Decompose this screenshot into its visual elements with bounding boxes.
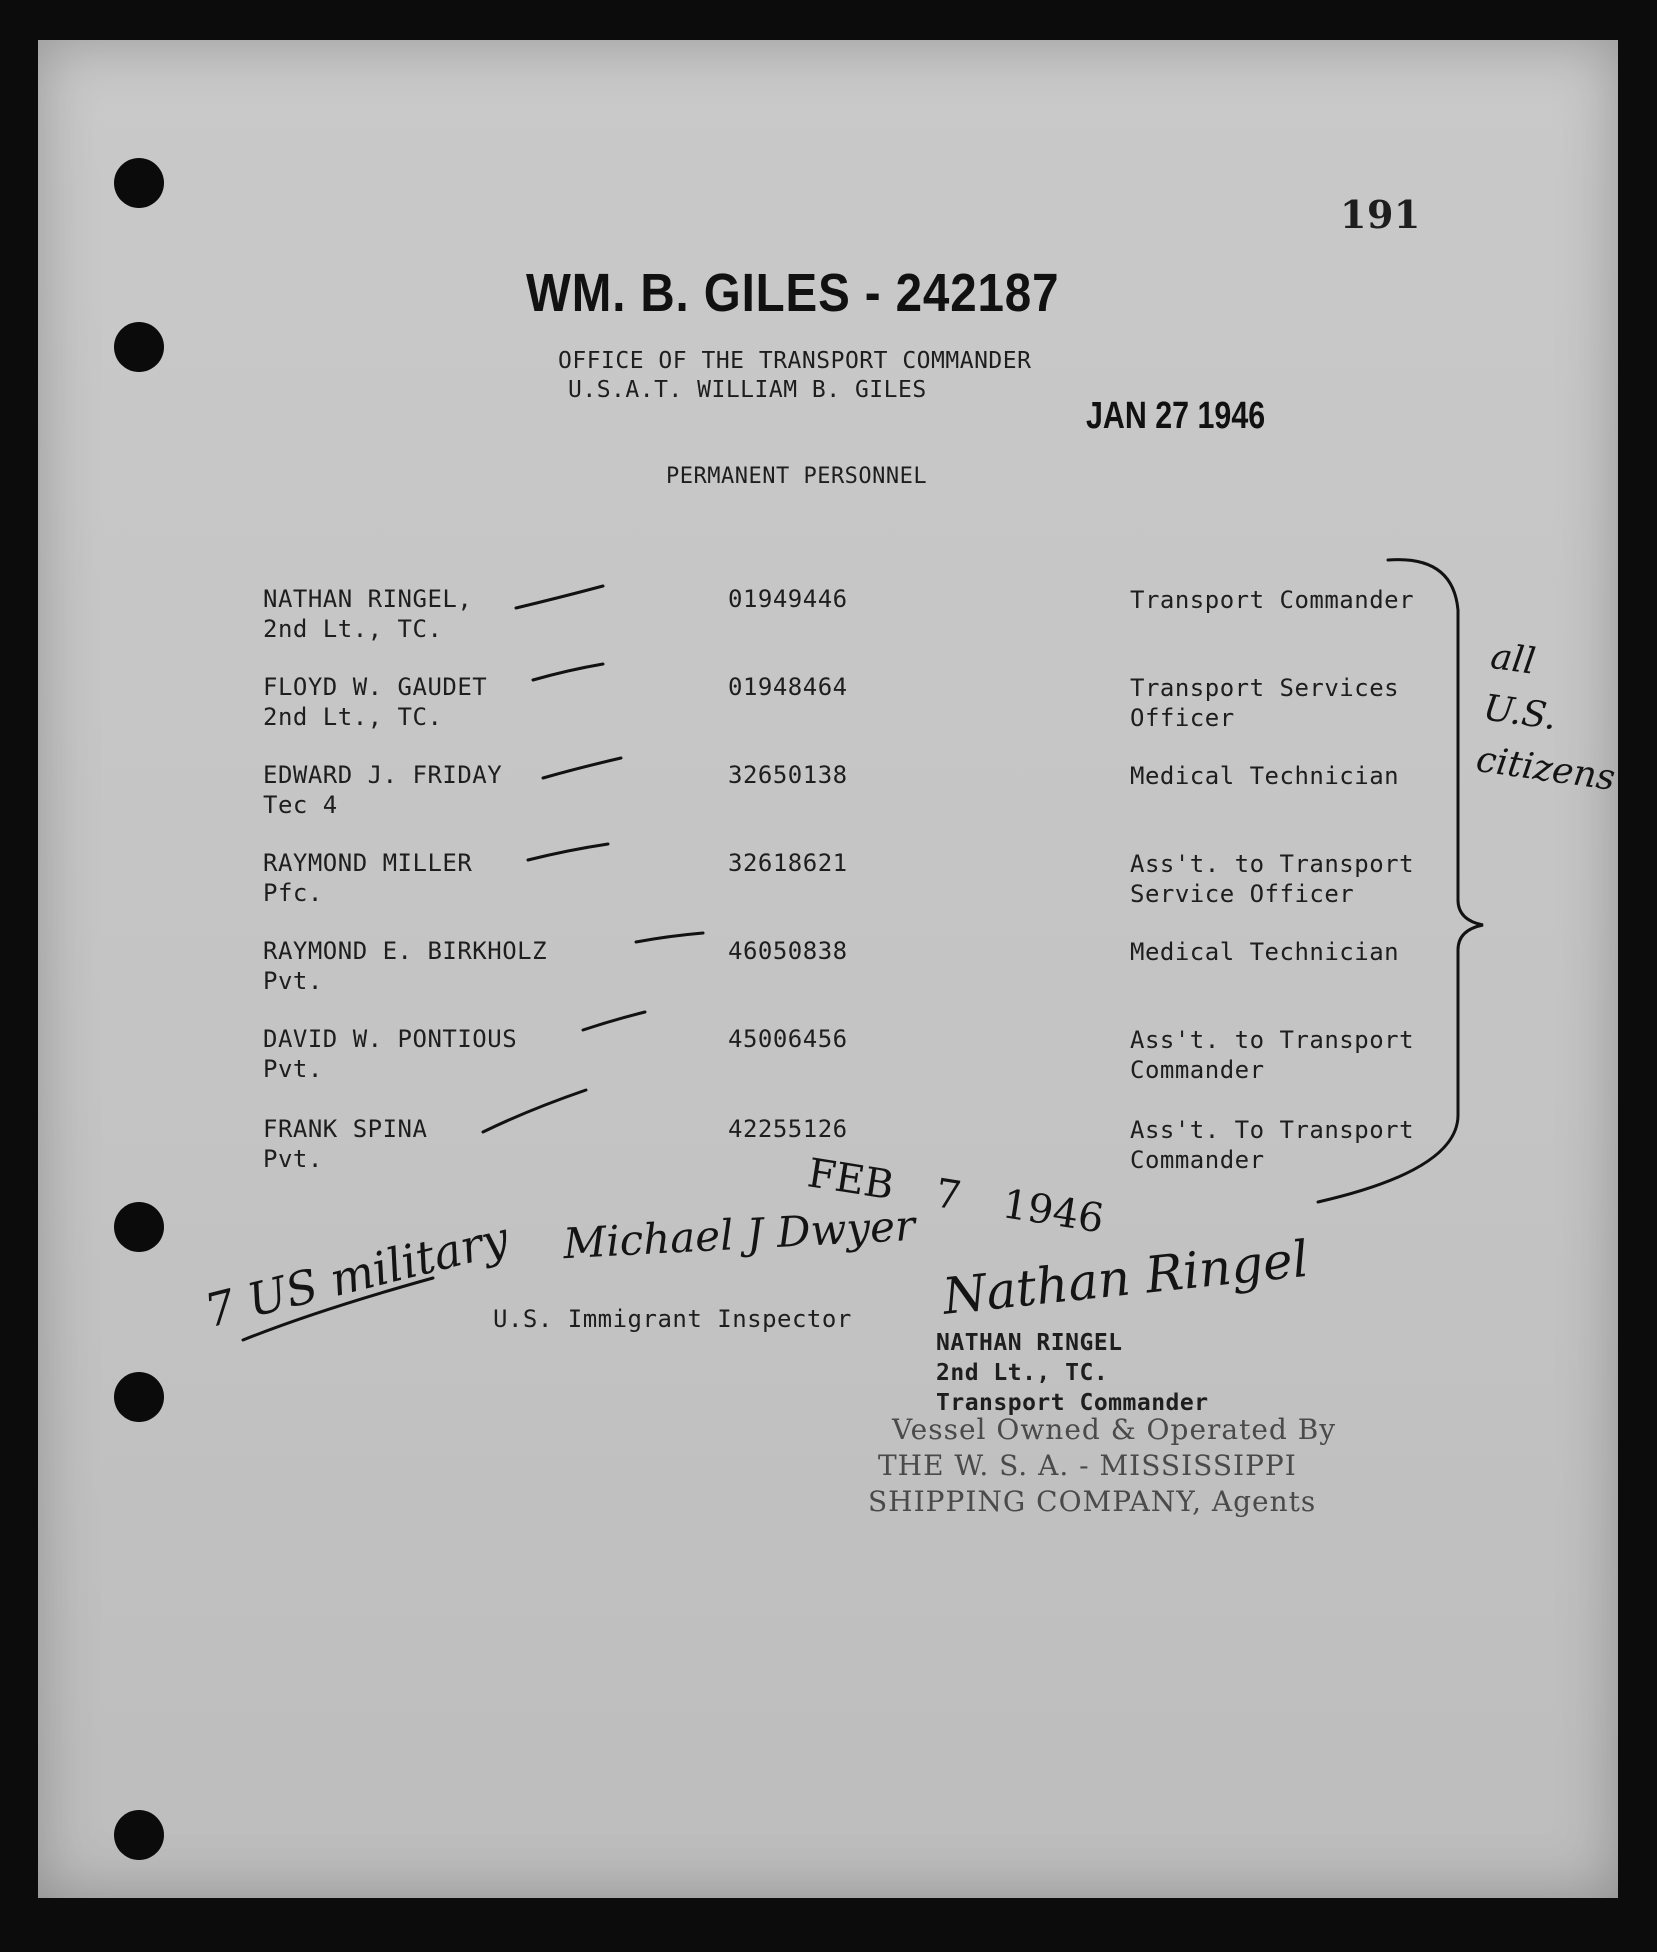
duty-line: Ass't. To Transport (1130, 1116, 1415, 1144)
person-rank: 2nd Lt., TC. (263, 703, 443, 731)
check-mark (533, 664, 603, 680)
service-number: 46050838 (728, 937, 848, 965)
duty-line: Service Officer (1130, 880, 1355, 908)
service-number: 32618621 (728, 849, 848, 877)
check-mark (483, 1090, 586, 1132)
service-number: 01949446 (728, 585, 848, 613)
stamp-line: THE W. S. A. - MISSISSIPPI (878, 1449, 1297, 1482)
signature-rank: 2nd Lt., TC. (936, 1360, 1109, 1386)
duty-line: Medical Technician (1130, 938, 1400, 966)
person-name: FRANK SPINA (263, 1115, 428, 1143)
duty-line: Officer (1130, 704, 1235, 732)
page-number: 191 (1340, 192, 1421, 237)
signature-title: Transport Commander (936, 1390, 1209, 1416)
signature-name: NATHAN RINGEL (936, 1330, 1123, 1356)
inspector-signature: Michael J Dwyer (561, 1200, 917, 1269)
ship-stamp: WM. B. GILES - 242187 (526, 263, 1060, 323)
check-mark (528, 844, 608, 860)
service-number: 32650138 (728, 761, 848, 789)
person-rank: Pfc. (263, 879, 323, 907)
service-number: 01948464 (728, 673, 848, 701)
person-name: FLOYD W. GAUDET (263, 673, 488, 701)
underline-stroke (243, 1278, 433, 1340)
duty-line: Transport Commander (1130, 586, 1415, 614)
duty-line: Commander (1130, 1146, 1265, 1174)
person-name: EDWARD J. FRIDAY (263, 761, 503, 789)
check-mark (583, 1012, 645, 1030)
person-name: DAVID W. PONTIOUS (263, 1025, 518, 1053)
person-rank: Pvt. (263, 1055, 323, 1083)
person-name: NATHAN RINGEL, (263, 585, 473, 613)
check-mark (543, 758, 621, 778)
person-rank: 2nd Lt., TC. (263, 615, 443, 643)
heading: PERMANENT PERSONNEL (666, 464, 928, 489)
commander-signature: Nathan Ringel (939, 1229, 1312, 1326)
person-name: RAYMOND E. BIRKHOLZ (263, 937, 548, 965)
duty-line: Medical Technician (1130, 762, 1400, 790)
person-rank: Tec 4 (263, 791, 338, 819)
inspector-label: U.S. Immigrant Inspector (493, 1305, 852, 1333)
service-number: 42255126 (728, 1115, 848, 1143)
citizens-bracket (1318, 560, 1483, 1202)
feb-date-stamp: FEB 7 1946 (804, 1150, 1107, 1243)
pen-marks (38, 40, 1618, 1898)
service-number: 45006456 (728, 1025, 848, 1053)
date-stamp: JAN 27 1946 (1086, 395, 1266, 437)
person-name: RAYMOND MILLER (263, 849, 473, 877)
office-line-1: OFFICE OF THE TRANSPORT COMMANDER (558, 348, 1032, 374)
check-mark (516, 586, 603, 608)
note-line: U.S. (1480, 687, 1560, 739)
duty-line: Commander (1130, 1056, 1265, 1084)
duty-line: Ass't. to Transport (1130, 850, 1415, 878)
check-mark (636, 933, 703, 942)
stamp-line: Vessel Owned & Operated By (892, 1413, 1337, 1446)
stamp-line: SHIPPING COMPANY, Agents (868, 1485, 1317, 1518)
handwritten-note-left: 7 US military (199, 1210, 514, 1339)
person-rank: Pvt. (263, 1145, 323, 1173)
duty-line: Ass't. to Transport (1130, 1026, 1415, 1054)
person-rank: Pvt. (263, 967, 323, 995)
office-line-2: U.S.A.T. WILLIAM B. GILES (568, 377, 927, 403)
duty-line: Transport Services (1130, 674, 1400, 702)
document-page (38, 40, 1618, 1898)
note-line: citizens (1473, 738, 1618, 800)
note-line: all (1488, 635, 1538, 683)
